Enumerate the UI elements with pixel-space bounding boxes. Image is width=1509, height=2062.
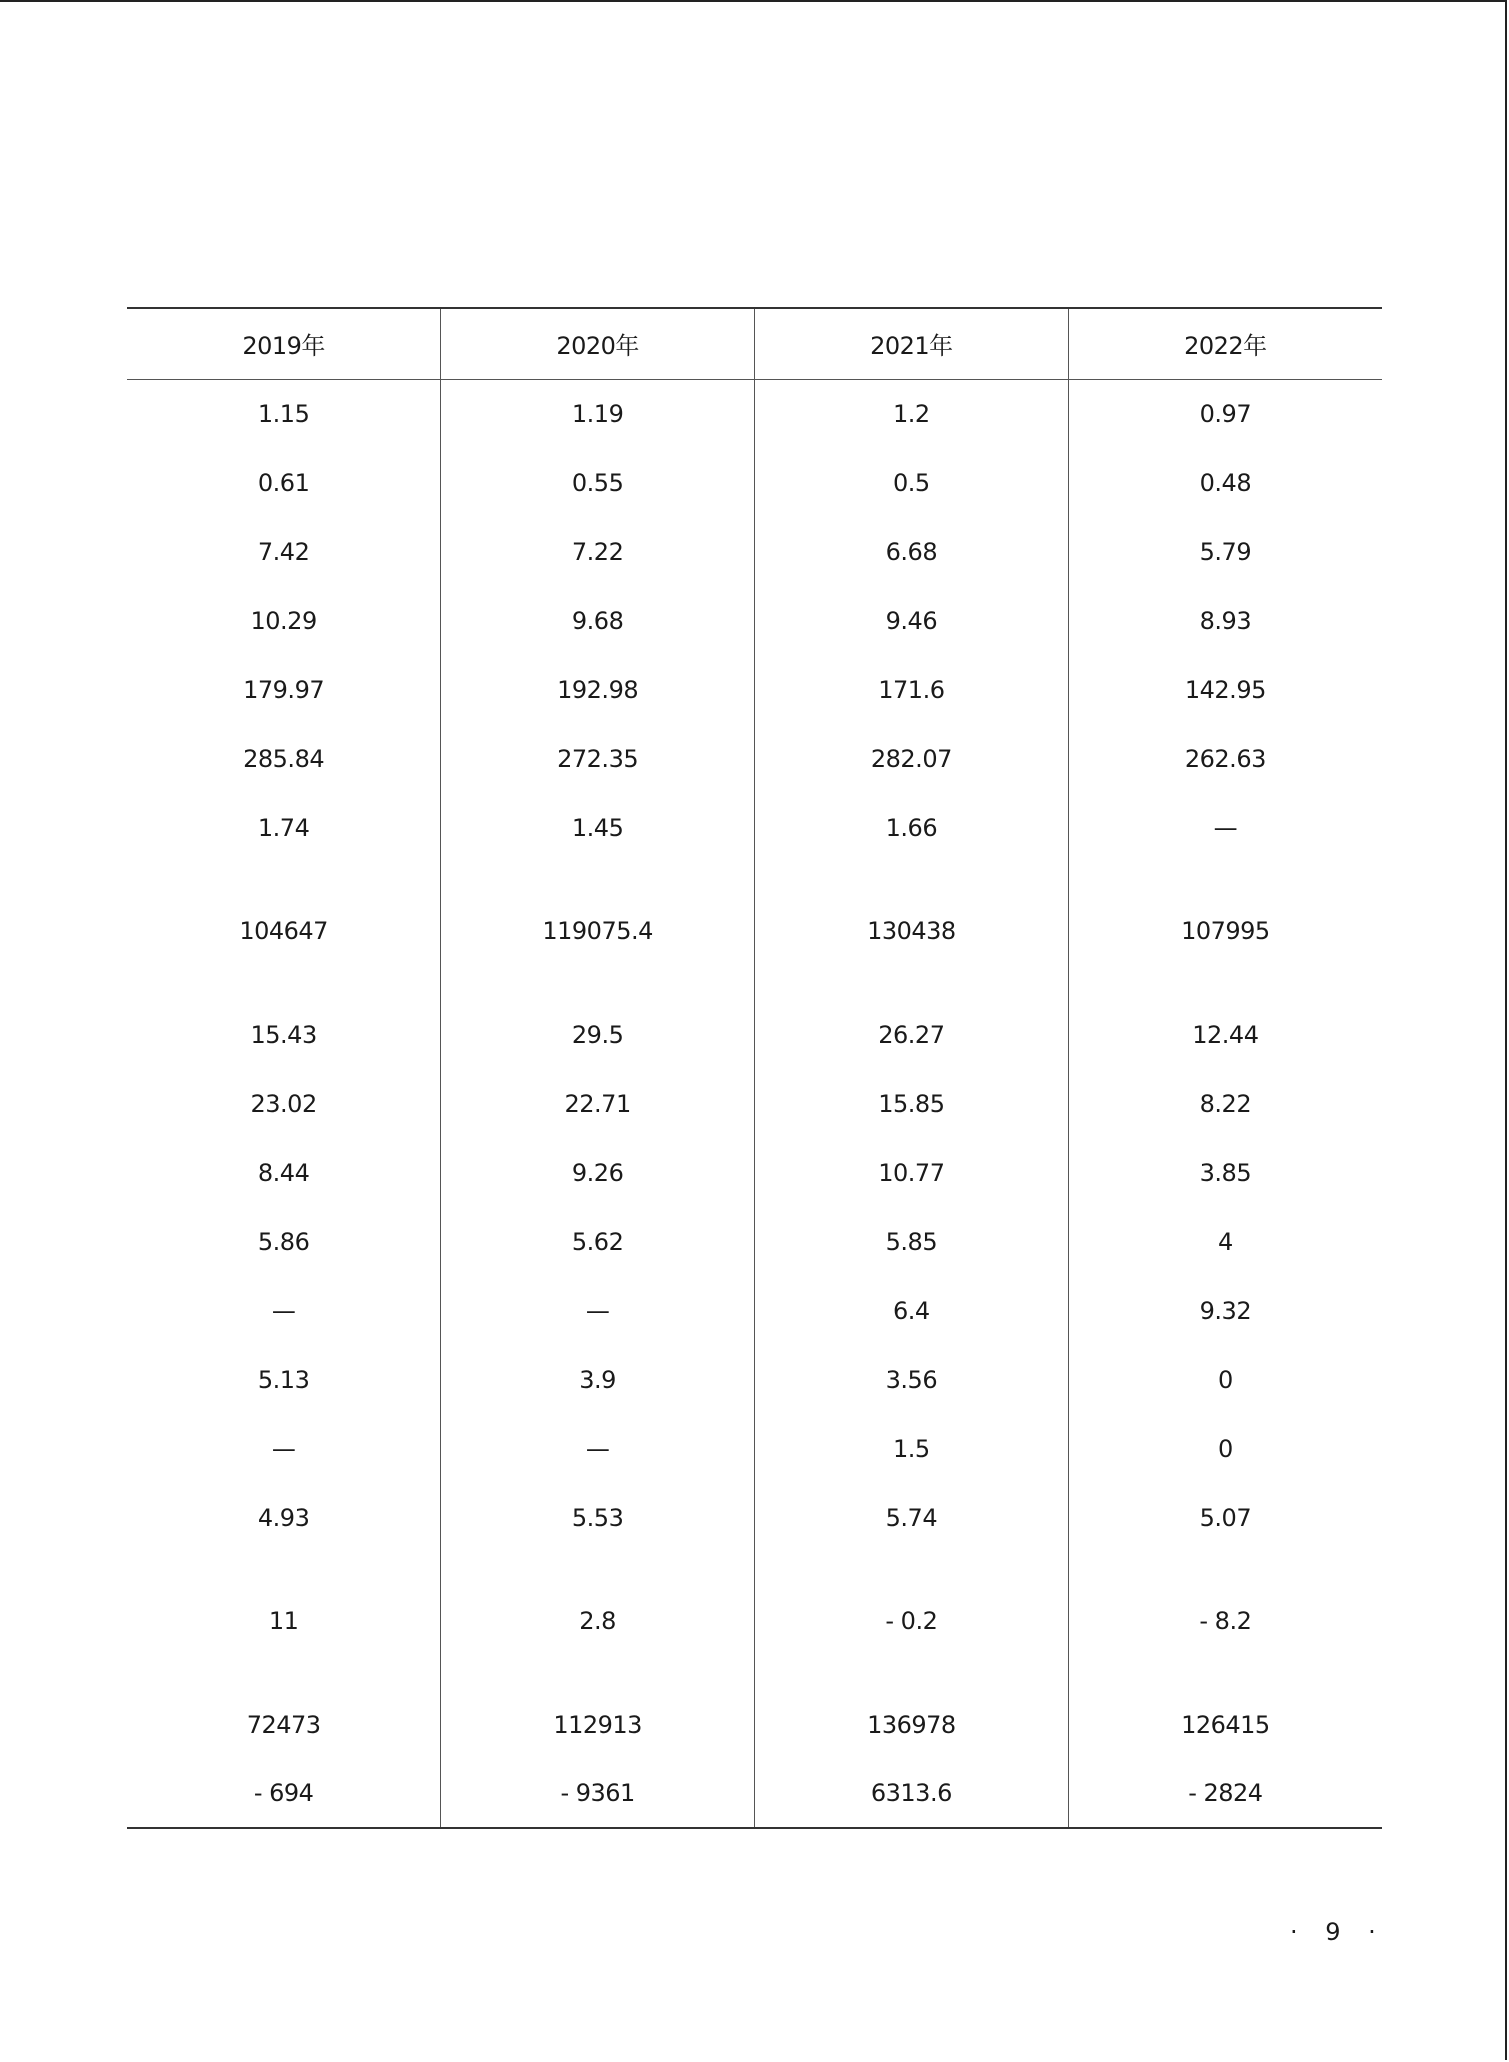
- table-cell: 5.74: [755, 1483, 1069, 1552]
- table-cell: 282.07: [755, 724, 1069, 793]
- table-cell: 0.55: [441, 448, 755, 517]
- table-cell: 6313.6: [755, 1759, 1069, 1828]
- table-cell: 3.9: [441, 1345, 755, 1414]
- table-cell: 1.66: [755, 793, 1069, 862]
- table-cell: 142.95: [1068, 655, 1382, 724]
- table-cell: 0.61: [257, 468, 310, 497]
- table-cell: - 8.2: [1068, 1552, 1382, 1690]
- table-cell: 7.22: [441, 517, 755, 586]
- table-cell: 6.68: [755, 517, 1069, 586]
- table-cell: - 2824: [1068, 1759, 1382, 1828]
- table-cell: 126415: [1068, 1690, 1382, 1759]
- table-cell: 15.43: [250, 1020, 317, 1049]
- column-header: 2022年: [1068, 308, 1382, 379]
- page-number: · 9 ·: [1290, 1918, 1386, 1946]
- table-cell: 192.98: [441, 655, 755, 724]
- table-cell: 22.71: [441, 1069, 755, 1138]
- table-cell: - 694: [253, 1779, 314, 1807]
- table-cell: 9.46: [755, 586, 1069, 655]
- table-row: [127, 1069, 1382, 1138]
- column-header: 2021年: [755, 308, 1069, 379]
- table-row: [127, 1207, 1382, 1276]
- table-cell: 1.45: [441, 793, 755, 862]
- table-cell: 119075.4: [441, 862, 755, 1000]
- table-row: [127, 1690, 1382, 1759]
- table-cell: 1.2: [755, 379, 1069, 448]
- table-cell: 8.93: [1068, 586, 1382, 655]
- table-cell: 0: [1068, 1414, 1382, 1483]
- data-table: [127, 307, 1382, 1829]
- table-cell: 0.5: [755, 448, 1069, 517]
- table-cell: 11: [268, 1607, 299, 1635]
- table-cell: 29.5: [441, 1000, 755, 1069]
- table-cell: —: [271, 1296, 296, 1325]
- table-cell: 9.26: [441, 1138, 755, 1207]
- table-cell: 9.32: [1068, 1276, 1382, 1345]
- table-cell: 10.29: [250, 606, 317, 635]
- table-cell: 272.35: [441, 724, 755, 793]
- table-cell: 5.07: [1068, 1483, 1382, 1552]
- table-cell: 1.74: [257, 813, 310, 842]
- table-cell: 3.85: [1068, 1138, 1382, 1207]
- table-cell: 2.8: [441, 1552, 755, 1690]
- table-row: [127, 724, 1382, 793]
- table-cell: 107995: [1068, 862, 1382, 1000]
- table-cell: 15.85: [755, 1069, 1069, 1138]
- table-cell: —: [1068, 793, 1382, 862]
- column-header: 2019年: [242, 332, 325, 361]
- table-cell: 1.15: [257, 399, 310, 428]
- table-row: [127, 1759, 1382, 1828]
- table-cell: 136978: [755, 1690, 1069, 1759]
- table-cell: —: [441, 1276, 755, 1345]
- table-cell: 7.42: [257, 537, 310, 566]
- table-cell: 26.27: [755, 1000, 1069, 1069]
- table-row: [127, 1000, 1382, 1069]
- table-row: [127, 655, 1382, 724]
- table-cell: 104647: [239, 917, 328, 945]
- table-cell: 4.93: [257, 1503, 310, 1532]
- table-row: [127, 793, 1382, 862]
- header-row: [127, 308, 1382, 379]
- table-cell: 171.6: [755, 655, 1069, 724]
- table-cell: 8.44: [257, 1158, 310, 1187]
- table-cell: 1.19: [441, 379, 755, 448]
- table-cell: - 9361: [441, 1759, 755, 1828]
- table-cell: 130438: [755, 862, 1069, 1000]
- table-cell: 112913: [441, 1690, 755, 1759]
- table-row: [127, 379, 1382, 448]
- table-cell: 262.63: [1068, 724, 1382, 793]
- table-cell: —: [271, 1434, 296, 1463]
- table-cell: 285.84: [243, 744, 325, 773]
- table-row: [127, 1552, 1382, 1690]
- table-header: [127, 308, 1382, 379]
- table-cell: 1.5: [755, 1414, 1069, 1483]
- table-row: [127, 1138, 1382, 1207]
- table-row: [127, 517, 1382, 586]
- table-cell: 0: [1068, 1345, 1382, 1414]
- table-cell: 5.85: [755, 1207, 1069, 1276]
- table-cell: 5.62: [441, 1207, 755, 1276]
- table-cell: 179.97: [243, 675, 325, 704]
- table-row: [127, 1483, 1382, 1552]
- table-cell: 10.77: [755, 1138, 1069, 1207]
- table-row: [127, 586, 1382, 655]
- table-row: [127, 862, 1382, 1000]
- table-cell: 5.79: [1068, 517, 1382, 586]
- table-cell: 8.22: [1068, 1069, 1382, 1138]
- table-cell: - 0.2: [755, 1552, 1069, 1690]
- table-cell: 6.4: [755, 1276, 1069, 1345]
- table-cell: 0.48: [1068, 448, 1382, 517]
- table-body: [127, 379, 1382, 1828]
- column-header: 2020年: [441, 308, 755, 379]
- table-cell: 5.53: [441, 1483, 755, 1552]
- table-cell: 9.68: [441, 586, 755, 655]
- table-cell: 4: [1068, 1207, 1382, 1276]
- table-cell: —: [441, 1414, 755, 1483]
- table-row: [127, 1345, 1382, 1414]
- table-cell: 0.97: [1068, 379, 1382, 448]
- table-cell: 23.02: [250, 1089, 317, 1118]
- table-cell: 5.86: [257, 1227, 310, 1256]
- table-cell: 3.56: [755, 1345, 1069, 1414]
- table-row: [127, 1276, 1382, 1345]
- table-row: [127, 1414, 1382, 1483]
- table-cell: 12.44: [1068, 1000, 1382, 1069]
- table-cell: 5.13: [257, 1365, 310, 1394]
- table-row: [127, 448, 1382, 517]
- table-cell: 72473: [246, 1710, 321, 1739]
